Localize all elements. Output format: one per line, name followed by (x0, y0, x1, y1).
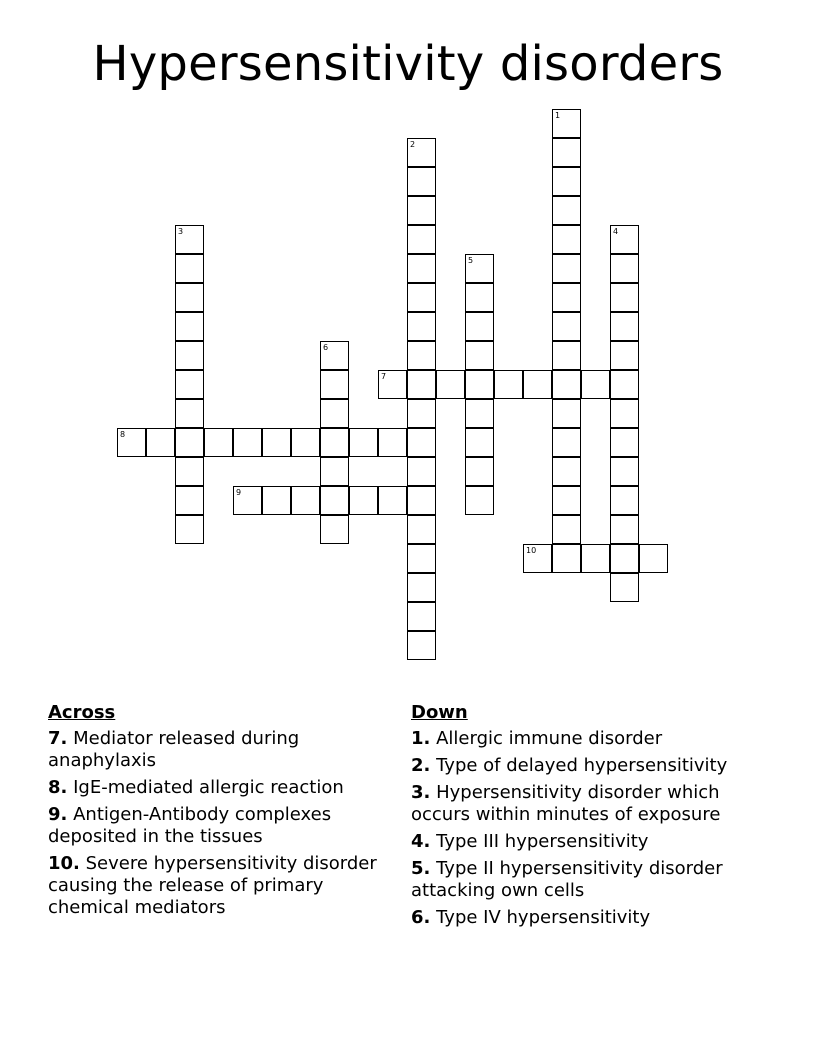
grid-cell[interactable] (610, 312, 639, 341)
grid-cell[interactable] (407, 341, 436, 370)
grid-cell[interactable] (465, 341, 494, 370)
grid-cell[interactable] (378, 370, 407, 399)
clue-number: 7. (48, 728, 68, 749)
grid-cell[interactable] (407, 486, 436, 515)
grid-cell[interactable] (581, 544, 610, 573)
cell-number: 2 (410, 140, 416, 149)
down-clue-5 (411, 858, 771, 902)
clue-text: IgE-mediated allergic reaction (67, 777, 344, 798)
cell-number: 9 (236, 488, 242, 497)
grid-cell[interactable] (610, 457, 639, 486)
grid-cell[interactable] (204, 428, 233, 457)
grid-cell[interactable] (610, 341, 639, 370)
grid-cell[interactable] (465, 486, 494, 515)
cell-number: 1 (555, 111, 561, 120)
grid-cell[interactable] (320, 399, 349, 428)
grid-cell[interactable] (262, 428, 291, 457)
grid-cell[interactable] (320, 370, 349, 399)
grid-cell[interactable] (320, 486, 349, 515)
grid-cell[interactable] (610, 428, 639, 457)
across-clue-9 (48, 804, 388, 848)
grid-cell[interactable] (552, 399, 581, 428)
grid-cell[interactable] (175, 341, 204, 370)
grid-cell[interactable] (378, 428, 407, 457)
across-clue-list (48, 728, 388, 919)
clue-number: 9. (48, 804, 68, 825)
grid-cell[interactable] (639, 544, 668, 573)
grid-cell[interactable] (407, 631, 436, 660)
grid-cell[interactable] (465, 283, 494, 312)
grid-cell[interactable] (407, 138, 436, 167)
grid-cell[interactable] (465, 370, 494, 399)
grid-cell[interactable] (175, 486, 204, 515)
puzzle-title: Hypersensitivity disorders (92, 36, 724, 92)
cell-number: 4 (613, 227, 619, 236)
grid-cell[interactable] (407, 602, 436, 631)
clue-text: Mediator released during anaphylaxis (48, 728, 300, 771)
grid-cell[interactable] (175, 457, 204, 486)
grid-cell[interactable] (552, 544, 581, 573)
grid-cell[interactable] (407, 225, 436, 254)
clue-text: Allergic immune disorder (430, 728, 663, 749)
grid-cell[interactable] (465, 254, 494, 283)
cell-number: 6 (323, 343, 329, 352)
grid-cell[interactable] (610, 225, 639, 254)
grid-cell[interactable] (523, 370, 552, 399)
down-heading: Down (411, 702, 468, 723)
down-clue-2 (411, 755, 771, 777)
clue-text: Type IV hypersensitivity (430, 907, 651, 928)
grid-cell[interactable] (233, 486, 262, 515)
clue-number: 5. (411, 858, 431, 879)
clue-number: 3. (411, 782, 431, 803)
down-clues (411, 702, 771, 934)
grid-cell[interactable] (552, 109, 581, 138)
grid-cell[interactable] (407, 544, 436, 573)
grid-cell[interactable] (320, 457, 349, 486)
down-clue-1 (411, 728, 771, 750)
grid-cell[interactable] (552, 370, 581, 399)
clue-text: Type of delayed hypersensitivity (430, 755, 728, 776)
down-clue-3 (411, 782, 771, 826)
clue-text: Type II hypersensitivity disorder attacking own cells (411, 858, 723, 901)
grid-cell[interactable] (175, 283, 204, 312)
cell-number: 8 (120, 430, 126, 439)
clue-number: 2. (411, 755, 431, 776)
grid-cell[interactable] (552, 457, 581, 486)
grid-cell[interactable] (610, 544, 639, 573)
grid-cell[interactable] (320, 515, 349, 544)
grid-cell[interactable] (610, 486, 639, 515)
grid-cell[interactable] (407, 196, 436, 225)
grid-cell[interactable] (407, 457, 436, 486)
clue-text: Type III hypersensitivity (430, 831, 649, 852)
grid-cell[interactable] (407, 312, 436, 341)
grid-cell[interactable] (610, 573, 639, 602)
grid-cell[interactable] (407, 254, 436, 283)
clue-number: 1. (411, 728, 431, 749)
grid-cell[interactable] (552, 312, 581, 341)
grid-cell[interactable] (610, 283, 639, 312)
grid-cell[interactable] (465, 312, 494, 341)
grid-cell[interactable] (552, 138, 581, 167)
grid-cell[interactable] (610, 370, 639, 399)
grid-cell[interactable] (407, 399, 436, 428)
cell-number: 5 (468, 256, 474, 265)
clue-text: Hypersensitivity disorder which occurs within minutes of exposure (411, 782, 721, 825)
grid-cell[interactable] (465, 428, 494, 457)
grid-cell[interactable] (552, 428, 581, 457)
grid-cell[interactable] (465, 399, 494, 428)
across-heading: Across (48, 702, 116, 723)
grid-cell[interactable] (465, 457, 494, 486)
grid-cell[interactable] (349, 428, 378, 457)
grid-cell[interactable] (407, 515, 436, 544)
across-clue-10 (48, 853, 388, 919)
down-clue-list (411, 728, 771, 929)
grid-cell[interactable] (552, 515, 581, 544)
clue-text: Antigen-Antibody complexes deposited in the tissues (48, 804, 332, 847)
down-clue-6 (411, 907, 771, 929)
grid-cell[interactable] (436, 370, 465, 399)
grid-cell[interactable] (552, 167, 581, 196)
grid-cell[interactable] (407, 428, 436, 457)
grid-cell[interactable] (552, 486, 581, 515)
clue-text: Severe hypersensitivity disorder causing the release of primary chemical mediators (48, 853, 377, 918)
grid-cell[interactable] (407, 283, 436, 312)
across-clue-8 (48, 777, 388, 799)
grid-cell[interactable] (610, 515, 639, 544)
grid-cell[interactable] (407, 573, 436, 602)
grid-cell[interactable] (291, 428, 320, 457)
grid-cell[interactable] (117, 428, 146, 457)
grid-cell[interactable] (349, 486, 378, 515)
across-clue-7 (48, 728, 388, 772)
grid-cell[interactable] (175, 254, 204, 283)
grid-cell[interactable] (610, 254, 639, 283)
grid-cell[interactable] (146, 428, 175, 457)
grid-cell[interactable] (175, 428, 204, 457)
grid-cell[interactable] (552, 341, 581, 370)
across-clues (48, 702, 388, 924)
cell-number: 10 (526, 546, 537, 555)
grid-cell[interactable] (262, 486, 291, 515)
grid-cell[interactable] (552, 225, 581, 254)
down-clue-4 (411, 831, 771, 853)
grid-cell[interactable] (175, 225, 204, 254)
grid-cell[interactable] (407, 370, 436, 399)
cell-number: 3 (178, 227, 184, 236)
clue-number: 8. (48, 777, 68, 798)
grid-cell[interactable] (175, 515, 204, 544)
grid-cell[interactable] (552, 254, 581, 283)
grid-cell[interactable] (291, 486, 320, 515)
grid-cell[interactable] (233, 428, 262, 457)
grid-cell[interactable] (407, 167, 436, 196)
grid-cell[interactable] (581, 370, 610, 399)
clue-number: 4. (411, 831, 431, 852)
grid-cell[interactable] (552, 196, 581, 225)
cell-number: 7 (381, 372, 387, 381)
grid-cell[interactable] (610, 399, 639, 428)
grid-cell[interactable] (175, 370, 204, 399)
grid-cell[interactable] (552, 283, 581, 312)
grid-cell[interactable] (378, 486, 407, 515)
clue-number: 10. (48, 853, 80, 874)
grid-cell[interactable] (523, 544, 552, 573)
grid-cell[interactable] (175, 399, 204, 428)
grid-cell[interactable] (494, 370, 523, 399)
grid-cell[interactable] (175, 312, 204, 341)
clue-number: 6. (411, 907, 431, 928)
grid-cell[interactable] (320, 428, 349, 457)
grid-cell[interactable] (320, 341, 349, 370)
